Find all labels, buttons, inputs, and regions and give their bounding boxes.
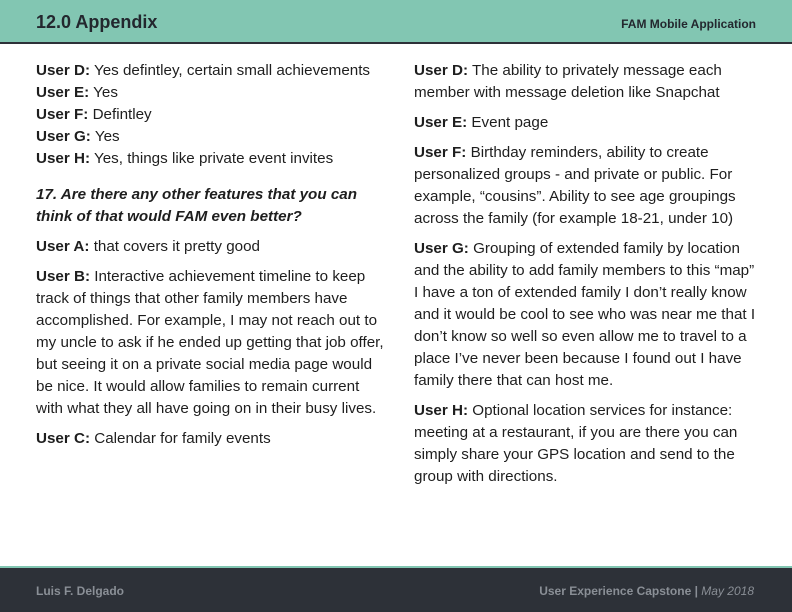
answer-text: Optional location services for instance: meeting at a restaurant, if you are there you can simply share your GPS location and send to the group with directions. xyxy=(414,402,738,485)
answer-item xyxy=(36,126,386,148)
answer-text: Interactive achievement timeline to keep track of things that other family members have accomplished. For example, I may not reach out to my uncle to ask if he ended up getting that job offer, but seeing it on a private social media page would be nice. It would allow families to remain current with what they all have going on in their busy lives. xyxy=(36,268,384,417)
user-label: User E: xyxy=(414,114,468,131)
answer-item xyxy=(414,142,760,230)
survey-question: 17. Are there any other features that you can think of that would FAM even better? xyxy=(36,186,358,225)
user-label: User G: xyxy=(36,128,91,145)
answer-item xyxy=(36,60,386,82)
user-label: User D: xyxy=(36,62,91,79)
answer-text: Grouping of extended family by location and the ability to add family members to this “map” I have a ton of extended family I don’t really know and it would be cool to see who was near me that I don’t know so well so even allow me to travel to a place I’ve never been because I found out I have family there that can host me. xyxy=(414,240,756,389)
answer-text: Yes xyxy=(93,84,118,101)
user-label: User H: xyxy=(414,402,469,419)
answer-item xyxy=(36,148,386,170)
author-name: Luis F. Delgado xyxy=(36,584,125,598)
user-label: User D: xyxy=(414,62,469,79)
answer-text: Defintley xyxy=(92,106,152,123)
answer-item xyxy=(36,266,386,420)
answer-text: Calendar for family events xyxy=(94,430,271,447)
answer-item xyxy=(36,236,386,258)
user-label: User G: xyxy=(414,240,469,257)
page-header xyxy=(0,0,792,44)
answer-item xyxy=(36,428,386,450)
app-name: FAM Mobile Application xyxy=(621,17,756,31)
answer-text: Yes defintley, certain small achievements xyxy=(93,62,371,79)
answer-item xyxy=(414,60,760,104)
left-column xyxy=(36,60,386,458)
page-footer xyxy=(0,566,792,612)
answer-text: Event page xyxy=(471,114,549,131)
course-name: User Experience Capstone | xyxy=(539,584,698,598)
answer-text: The ability to privately message each member with message deletion like Snapchat xyxy=(414,62,722,101)
user-label: User A: xyxy=(36,238,90,255)
prior-answers xyxy=(36,60,386,170)
user-label: User E: xyxy=(36,84,90,101)
answer-item xyxy=(414,238,760,392)
answer-item xyxy=(36,82,386,104)
course-info xyxy=(539,584,754,598)
answer-item xyxy=(414,400,760,488)
user-label: User F: xyxy=(36,106,89,123)
answer-item xyxy=(36,104,386,126)
answer-item xyxy=(414,112,760,134)
user-label: User F: xyxy=(414,144,467,161)
user-label: User H: xyxy=(36,150,91,167)
section-title: 12.0 Appendix xyxy=(36,12,158,32)
date-label: May 2018 xyxy=(701,584,754,598)
answer-text: Birthday reminders, ability to create personalized groups - and private or public. For example, “cousins”. Ability to see age groupings across the family (for example 18-21, under 10) xyxy=(414,144,736,227)
right-column xyxy=(414,60,760,496)
answer-text: that covers it pretty good xyxy=(93,238,260,255)
answer-text: Yes xyxy=(94,128,120,145)
user-label: User B: xyxy=(36,268,91,285)
answer-text: Yes, things like private event invites xyxy=(93,150,334,167)
user-label: User C: xyxy=(36,430,91,447)
